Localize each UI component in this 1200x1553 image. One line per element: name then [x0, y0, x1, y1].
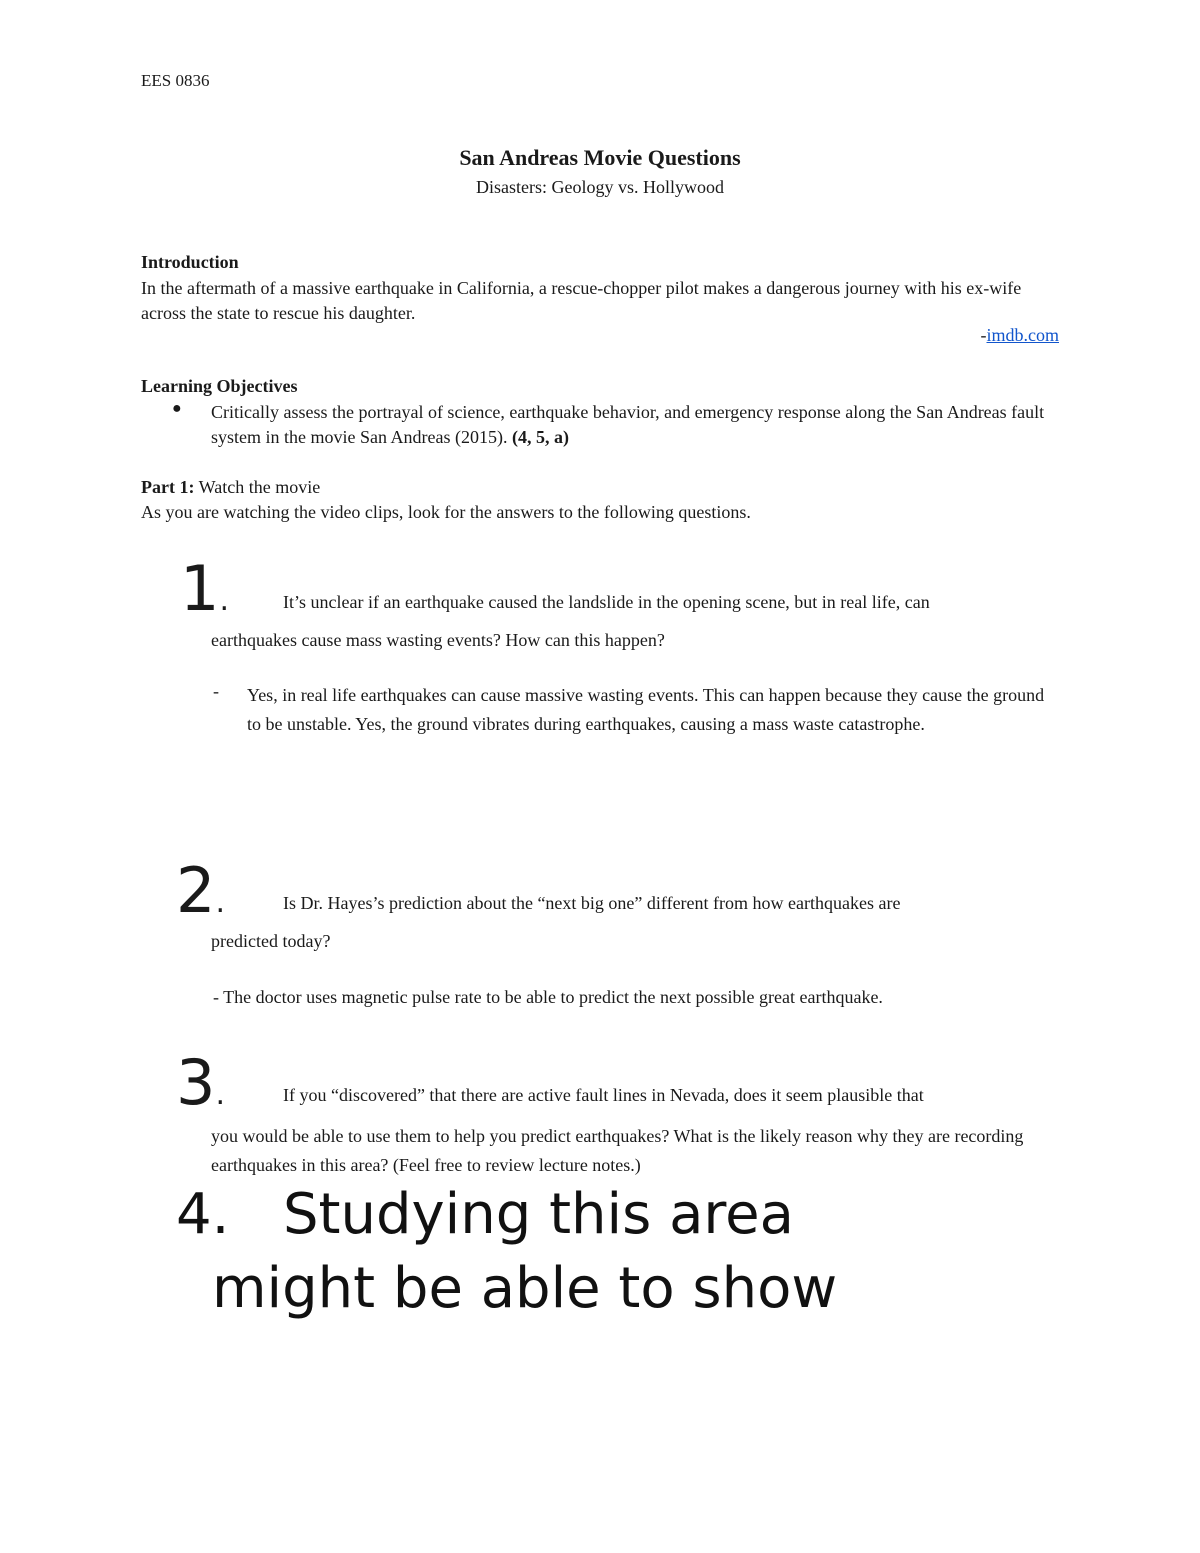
- question-3-rest: you would be able to use them to help you predict earthquakes? What is the likely reason why they are recording earthquakes in this area? (Feel free to review lecture notes.): [211, 1126, 1024, 1175]
- introduction-text: In the aftermath of a massive earthquake in California, a rescue-chopper pilot makes a dangerous journey with his ex-wife across the state to rescue his daughter.: [141, 278, 1022, 323]
- question-2-line2: predicted today?: [211, 931, 331, 951]
- question-1-digit: 1: [180, 552, 220, 625]
- question-2-line1: Is Dr. Hayes’s prediction about the “next big one” different from how earthquakes are: [283, 893, 901, 913]
- answer-3-line1: Studying this area: [283, 1182, 794, 1247]
- imdb-link[interactable]: imdb.com: [986, 325, 1059, 345]
- question-1-dot: .: [219, 583, 229, 618]
- bullet-icon: ●: [172, 400, 182, 417]
- question-3-dot: .: [215, 1077, 225, 1112]
- course-code: EES 0836: [141, 71, 210, 90]
- question-1-line1: It’s unclear if an earthquake caused the landslide in the opening scene, but in real life, can: [283, 592, 930, 612]
- answer-3-line2: might be able to show: [212, 1256, 838, 1321]
- question-1-line2: earthquakes cause mass wasting events? How can this happen?: [211, 630, 665, 650]
- answer-1-dash: -: [213, 681, 219, 701]
- document-subtitle: Disasters: Geology vs. Hollywood: [476, 177, 724, 197]
- question-2-digit: 2: [176, 854, 216, 927]
- learning-objective-text: Critically assess the portrayal of science, earthquake behavior, and emergency response along the San Andreas fault system in the movie San Andreas (2015).: [211, 402, 1045, 447]
- answer-2-text: - The doctor uses magnetic pulse rate to be able to predict the next possible great earthquake.: [213, 987, 883, 1007]
- introduction-source: [981, 325, 1060, 346]
- source-prefix: -: [980, 325, 987, 345]
- part1-heading: [141, 475, 320, 500]
- part1-title: Watch the movie: [198, 477, 321, 497]
- learning-objective-item: [211, 400, 1061, 450]
- part1-label: Part 1:: [141, 477, 195, 497]
- question-3-number: [176, 1046, 225, 1119]
- question-1-number: [180, 552, 229, 625]
- answer-3-number: 4.: [176, 1182, 230, 1247]
- question-2-number: [176, 854, 225, 927]
- document-title: San Andreas Movie Questions: [459, 145, 741, 170]
- answer-3-large-text: [176, 1178, 1076, 1326]
- learning-objectives-heading: Learning Objectives: [141, 376, 298, 396]
- learning-objective-tags: (4, 5, a): [511, 427, 569, 447]
- answer-1-text: Yes, in real life earthquakes can cause massive wasting events. This can happen because they cause the ground to be unstable. Yes, the ground vibrates during earthquakes, causing a mass waste catastrophe.: [247, 685, 1045, 734]
- introduction-heading: Introduction: [141, 252, 239, 272]
- part1-instruction: As you are watching the video clips, look for the answers to the following questions.: [141, 502, 751, 522]
- question-3-line1: If you “discovered” that there are active fault lines in Nevada, does it seem plausible that: [283, 1085, 924, 1105]
- question-3-digit: 3: [176, 1046, 216, 1119]
- question-2-dot: .: [215, 885, 225, 920]
